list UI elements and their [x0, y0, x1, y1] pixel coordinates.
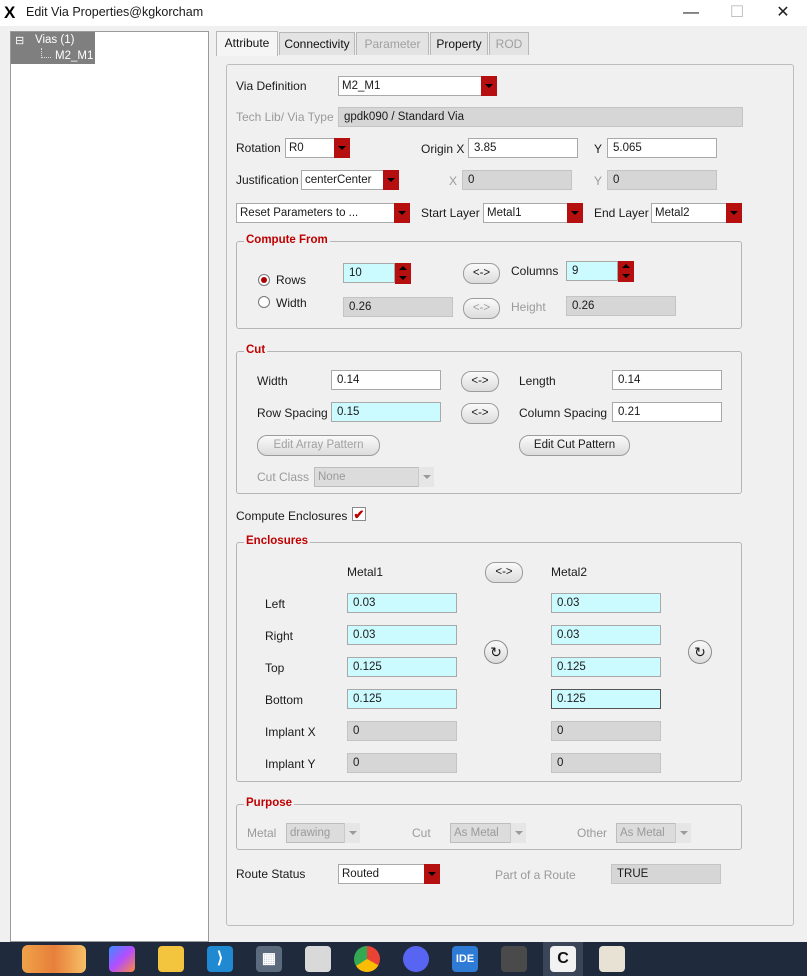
via-definition-value: M2_M1 — [342, 80, 381, 92]
width-radio[interactable] — [258, 296, 270, 308]
columns-field[interactable]: 9 — [566, 261, 618, 281]
calculator-icon[interactable]: ▦ — [256, 946, 282, 972]
compute-enclosures-label: Compute Enclosures — [236, 509, 348, 523]
row-spacing-field[interactable]: 0.15 — [331, 402, 441, 422]
width-label: Width — [276, 296, 307, 310]
dropdown-arrow-icon — [510, 823, 526, 843]
tab-attribute[interactable]: Attribute — [216, 31, 278, 56]
end-layer-select[interactable] — [651, 203, 742, 223]
rows-spinner[interactable] — [395, 263, 411, 284]
part-of-route-field: TRUE — [611, 864, 721, 884]
metal2-top-field[interactable]: 0.125 — [551, 657, 661, 677]
compute-width-field: 0.26 — [343, 297, 453, 317]
compute-from-title: Compute From — [246, 234, 328, 246]
clipboard-icon[interactable]: C — [550, 946, 576, 972]
metal1-implant-y-field: 0 — [347, 753, 457, 773]
tab-parameter[interactable]: Parameter — [356, 32, 429, 55]
enclosure-top-label: Top — [265, 661, 285, 675]
tree-item-vias[interactable]: Vias (1) — [35, 34, 75, 46]
file-explorer-icon[interactable] — [158, 946, 184, 972]
tech-lib-label: Tech Lib/ Via Type — [236, 110, 334, 124]
image-viewer-icon[interactable] — [501, 946, 527, 972]
start-widget[interactable] — [22, 945, 86, 973]
rows-field[interactable]: 10 — [343, 263, 395, 283]
metal1-top-field[interactable]: 0.125 — [347, 657, 457, 677]
tab-rod[interactable]: ROD — [489, 32, 529, 55]
tree-expand-icon[interactable]: ⊟ — [15, 35, 25, 47]
implant-y-label: Implant Y — [265, 757, 316, 771]
purpose-metal-value: drawing — [290, 827, 331, 839]
tree-connector — [41, 57, 51, 58]
tab-property[interactable]: Property — [430, 32, 488, 55]
rotation-select[interactable] — [285, 138, 350, 158]
dropdown-arrow-icon — [418, 467, 434, 487]
cut-width-label: Width — [257, 374, 288, 388]
purpose-other-value: As Metal — [620, 827, 665, 839]
cut-class-select[interactable] — [314, 467, 434, 487]
via-tree-panel[interactable] — [10, 31, 209, 942]
via-definition-label: Via Definition — [236, 79, 307, 93]
just-x-field: 0 — [462, 170, 572, 190]
dropdown-arrow-icon — [394, 203, 410, 223]
vscode-icon[interactable]: ⟩ — [207, 946, 233, 972]
purpose-cut-value: As Metal — [454, 827, 499, 839]
reader-icon[interactable] — [599, 946, 625, 972]
origin-x-label: Origin X — [421, 142, 465, 156]
compute-height-field: 0.26 — [566, 296, 676, 316]
enclosure-bottom-label: Bottom — [265, 693, 304, 707]
tree-item-m2-m1[interactable]: M2_M1 — [55, 50, 94, 62]
dropdown-arrow-icon — [567, 203, 583, 223]
swap-rows-columns-button[interactable]: <-> — [463, 263, 500, 284]
end-layer-value: Metal2 — [655, 207, 690, 219]
justification-label: Justification — [236, 173, 299, 187]
chrome-icon[interactable] — [354, 946, 380, 972]
metal1-header: Metal1 — [347, 565, 384, 579]
rotation-value: R0 — [289, 142, 304, 154]
enclosure-right-label: Right — [265, 629, 294, 643]
start-layer-label: Start Layer — [421, 206, 480, 220]
ide-icon[interactable]: IDE — [452, 946, 478, 972]
just-y-label: Y — [594, 174, 603, 188]
purpose-metal-select[interactable] — [286, 823, 360, 843]
start-layer-select[interactable] — [483, 203, 583, 223]
swap-metal-button[interactable]: <-> — [485, 562, 523, 583]
height-label: Height — [511, 300, 546, 314]
purpose-cut-select[interactable] — [450, 823, 526, 843]
metal2-left-field[interactable]: 0.03 — [551, 593, 661, 613]
route-status-value: Routed — [342, 868, 380, 880]
purpose-cut-label: Cut — [412, 826, 431, 840]
swap-spacing-button[interactable]: <-> — [461, 403, 499, 424]
enclosures-title: Enclosures — [246, 535, 308, 547]
dropdown-arrow-icon — [726, 203, 742, 223]
app-icon[interactable] — [305, 946, 331, 972]
just-x-label: X — [449, 174, 458, 188]
metal2-right-field[interactable]: 0.03 — [551, 625, 661, 645]
metal1-left-field[interactable]: 0.03 — [347, 593, 457, 613]
rotation-label: Rotation — [236, 141, 281, 155]
columns-spinner[interactable] — [618, 261, 634, 282]
window-title: Edit Via Properties@kgkorcham — [26, 5, 204, 19]
rotate-metal1-button[interactable]: ↻ — [484, 640, 508, 664]
origin-y-field[interactable]: 5.065 — [607, 138, 717, 158]
cut-title: Cut — [246, 344, 266, 356]
rows-radio[interactable] — [258, 274, 270, 286]
edit-cut-pattern-button[interactable]: Edit Cut Pattern — [519, 435, 630, 456]
metal1-right-field[interactable]: 0.03 — [347, 625, 457, 645]
rows-label: Rows — [276, 273, 307, 287]
swap-width-length-button[interactable]: <-> — [461, 371, 499, 392]
dropdown-arrow-icon — [424, 864, 440, 884]
justification-select[interactable] — [301, 170, 399, 190]
part-of-route-label: Part of a Route — [495, 868, 576, 882]
minimize-button[interactable]: — — [683, 4, 699, 21]
purpose-metal-label: Metal — [247, 826, 277, 840]
metal1-implant-x-field: 0 — [347, 721, 457, 741]
cut-width-field[interactable]: 0.14 — [331, 370, 441, 390]
metal2-header: Metal2 — [551, 565, 588, 579]
reset-parameters-value: Reset Parameters to ... — [240, 207, 359, 219]
dropdown-arrow-icon — [334, 138, 350, 158]
copilot-icon[interactable] — [109, 946, 135, 972]
purpose-title: Purpose — [246, 797, 293, 809]
row-spacing-label: Row Spacing — [257, 406, 328, 420]
compute-enclosures-checkbox[interactable]: ✔ — [353, 507, 365, 522]
origin-x-field[interactable]: 3.85 — [468, 138, 578, 158]
app-logo-icon: X — [4, 3, 16, 22]
tab-connectivity[interactable]: Connectivity — [279, 32, 355, 55]
maximize-button[interactable]: ☐ — [729, 4, 745, 21]
cut-class-label: Cut Class — [257, 470, 310, 484]
close-button[interactable]: ✕ — [776, 4, 790, 21]
dropdown-arrow-icon — [481, 76, 497, 96]
purpose-other-label: Other — [577, 826, 608, 840]
reset-parameters-select[interactable] — [236, 203, 410, 223]
enclosure-left-label: Left — [265, 597, 286, 611]
metal2-bottom-field[interactable]: 0.125 — [551, 689, 661, 709]
tech-lib-field: gpdk090 / Standard Via — [338, 107, 743, 127]
rotate-metal2-button[interactable]: ↻ — [688, 640, 712, 664]
route-status-label: Route Status — [236, 867, 306, 881]
metal2-implant-x-field: 0 — [551, 721, 661, 741]
attribute-panel — [226, 64, 794, 926]
swap-width-height-button[interactable]: <-> — [463, 298, 500, 319]
dropdown-arrow-icon — [344, 823, 360, 843]
cut-length-field[interactable]: 0.14 — [612, 370, 722, 390]
implant-x-label: Implant X — [265, 725, 316, 739]
dropdown-arrow-icon — [675, 823, 691, 843]
justification-value: centerCenter — [305, 174, 372, 186]
cut-length-label: Length — [519, 374, 556, 388]
end-layer-label: End Layer — [594, 206, 649, 220]
column-spacing-field[interactable]: 0.21 — [612, 402, 722, 422]
cut-class-value: None — [318, 471, 346, 483]
column-spacing-label: Column Spacing — [519, 406, 608, 420]
route-status-select[interactable] — [338, 864, 440, 884]
edit-array-pattern-button[interactable]: Edit Array Pattern — [257, 435, 380, 456]
origin-y-label: Y — [594, 142, 603, 156]
just-y-field: 0 — [607, 170, 717, 190]
via-definition-select[interactable] — [338, 76, 497, 96]
columns-label: Columns — [511, 264, 559, 278]
discord-icon[interactable] — [403, 946, 429, 972]
start-layer-value: Metal1 — [487, 207, 522, 219]
dropdown-arrow-icon — [383, 170, 399, 190]
metal1-bottom-field[interactable]: 0.125 — [347, 689, 457, 709]
metal2-implant-y-field: 0 — [551, 753, 661, 773]
purpose-other-select[interactable] — [616, 823, 691, 843]
